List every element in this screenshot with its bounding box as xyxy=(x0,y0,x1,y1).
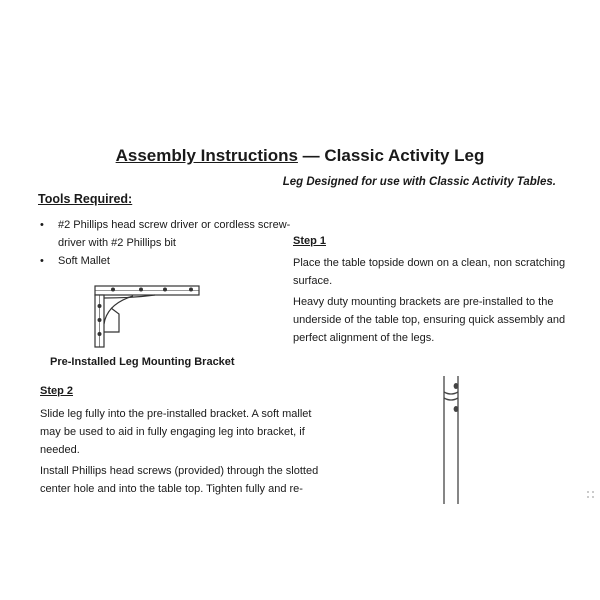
step2-paragraph: Install Phillips head screws (provided) through the slotted center hole and into the table top. Tighten fully and re- xyxy=(40,465,319,495)
document-subtitle: Leg Designed for use with Classic Activity Tables. xyxy=(282,176,556,188)
title-dash: — xyxy=(297,146,325,165)
document-title xyxy=(0,146,600,166)
title-underlined: Assembly Instructions xyxy=(115,146,298,165)
step1-paragraph: Place the table topside down on a clean, non scratching surface. xyxy=(293,257,566,287)
step1-heading: Step 1 xyxy=(293,235,327,247)
bracket-caption: Pre-Installed Leg Mounting Bracket xyxy=(50,356,235,368)
title-rest: Classic Activity Leg xyxy=(324,146,485,165)
step2-paragraph: Slide leg fully into the pre-installed bracket. A soft mallet may be used to aid in fully engaging leg into bracket, if needed. xyxy=(40,408,312,456)
mounting-bracket-icon xyxy=(93,284,203,350)
tools-item: • #2 Phillips head screw driver or cordless screw-driver with #2 Phillips bit xyxy=(38,216,298,252)
table-leg-icon xyxy=(430,374,470,506)
tools-list xyxy=(38,216,298,270)
tools-heading: Tools Required: xyxy=(38,192,133,206)
corner-mark-icon xyxy=(586,490,596,500)
step2-heading: Step 2 xyxy=(40,385,74,397)
step1-paragraph: Heavy duty mounting brackets are pre-installed to the underside of the table top, ensuring quick assembly and perfect alignment of the legs. xyxy=(293,296,566,344)
tools-item: • Soft Mallet xyxy=(38,252,298,270)
